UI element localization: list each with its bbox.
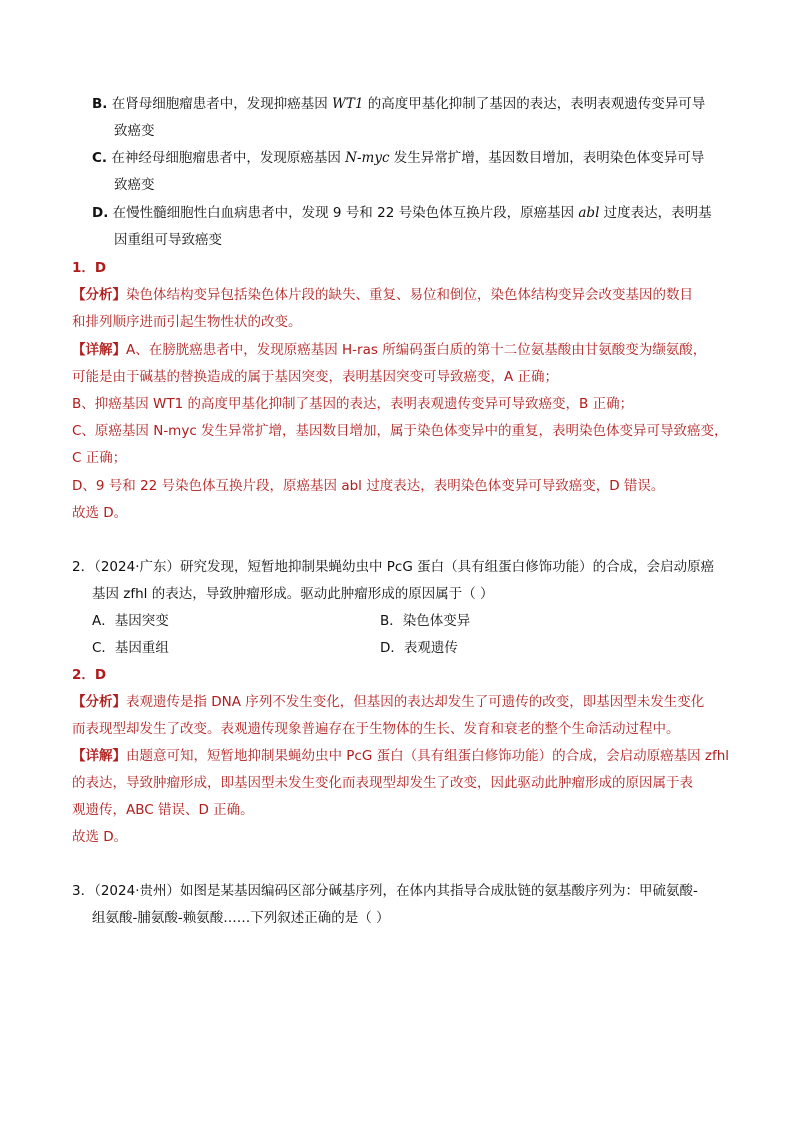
- q2-conclusion: 故选 D。: [72, 829, 128, 845]
- q1-option-c-cont: 致癌变: [114, 177, 155, 193]
- q1-detail: 【详解】A、在膀胱癌患者中，发现原癌基因 H-ras 所编码蛋白质的第十二位氨基酸由甘氨酸变为缬氨酸，: [72, 342, 707, 358]
- gene-name: abl: [578, 205, 600, 221]
- q1-detail-line: B、抑癌基因 WT1 的高度甲基化抑制了基因的表达，表明表观遗传变异可导致癌变，B 正确；: [72, 396, 634, 412]
- q2-detail: 【详解】由题意可知，短暂地抑制果蝇幼虫中 PcG 蛋白（具有组蛋白修饰功能）的合成，会启动原癌基因 zfhl: [72, 748, 730, 764]
- q1-option-b: B. 在肾母细胞瘤患者中，发现抑癌基因 WT1 的高度甲基化抑制了基因的表达，表明表观遗传变异可导: [92, 96, 706, 112]
- q2-detail-line: 的表达，导致肿瘤形成，即基因型未发生变化而表现型却发生了改变，因此驱动此肿瘤形成的原因属于表: [72, 775, 693, 791]
- q1-conclusion: 故选 D。: [72, 505, 128, 521]
- q1-detail-line: D、9 号和 22 号染色体互换片段，原癌基因 abl 过度表达，表明染色体变异可导致癌变，D 错误。: [72, 478, 665, 494]
- q2-analysis: 【分析】表观遗传是指 DNA 序列不发生变化，但基因的表达却发生了可遗传的改变，即基因型未发生变化: [72, 694, 705, 710]
- gene-name: WT1: [332, 96, 364, 112]
- q1-detail-line: C 正确；: [72, 450, 127, 466]
- q3-stem: 3．（2024·贵州）如图是某基因编码区部分碱基序列，在体内其指导合成肽链的氨基酸序列为：甲硫氨酸-: [72, 883, 698, 899]
- q2-option-c: C．基因重组: [92, 640, 169, 656]
- q1-option-b-cont: 致癌变: [114, 123, 155, 139]
- q2-option-a: A．基因突变: [92, 613, 169, 629]
- q2-detail-line: 观遗传，ABC 错误、D 正确。: [72, 802, 254, 818]
- q1-detail-line: 可能是由于碱基的替换造成的属于基因突变，表明基因突变可导致癌变，A 正确；: [72, 369, 559, 385]
- q2-analysis-cont: 而表现型却发生了改变。表观遗传现象普遍存在于生物体的生长、发育和衰老的整个生命活动过程中。: [72, 721, 680, 737]
- detail-tag: 【详解】: [72, 342, 126, 358]
- option-letter: D.: [92, 205, 109, 221]
- q2-stem: 2．（2024·广东）研究发现，短暂地抑制果蝇幼虫中 PcG 蛋白（具有组蛋白修饰功能）的合成，会启动原癌: [72, 559, 715, 575]
- q2-option-b: B．染色体变异: [380, 613, 471, 629]
- q2-option-d: D．表观遗传: [380, 640, 458, 656]
- gene-name: N-myc: [345, 150, 390, 166]
- q1-option-d-cont: 因重组可导致癌变: [114, 232, 222, 248]
- analysis-tag: 【分析】: [72, 287, 126, 303]
- q2-answer: 2．D: [72, 667, 107, 683]
- option-letter: C.: [92, 150, 108, 166]
- q1-analysis: 【分析】染色体结构变异包括染色体片段的缺失、重复、易位和倒位，染色体结构变异会改变基因的数目: [72, 287, 693, 303]
- q1-analysis-cont: 和排列顺序进而引起生物性状的改变。: [72, 314, 302, 330]
- q2-stem-cont: 基因 zfhl 的表达，导致肿瘤形成。驱动此肿瘤形成的原因属于（ ）: [92, 586, 494, 602]
- analysis-tag: 【分析】: [72, 694, 126, 710]
- q1-option-c: C. 在神经母细胞瘤患者中，发现原癌基因 N-myc 发生异常扩增，基因数目增加，表明染色体变异可导: [92, 150, 705, 166]
- q1-answer: 1．D: [72, 260, 107, 276]
- q1-option-d: D. 在慢性髓细胞性白血病患者中，发现 9 号和 22 号染色体互换片段，原癌基因 abl 过度表达，表明基: [92, 205, 712, 221]
- q1-detail-line: C、原癌基因 N-myc 发生异常扩增，基因数目增加，属于染色体变异中的重复，表明染色体变异可导致癌变，: [72, 423, 728, 439]
- q3-stem-cont: 组氨酸-脯氨酸-赖氨酸……下列叙述正确的是（ ）: [92, 910, 390, 926]
- detail-tag: 【详解】: [72, 748, 126, 764]
- option-letter: B.: [92, 96, 108, 112]
